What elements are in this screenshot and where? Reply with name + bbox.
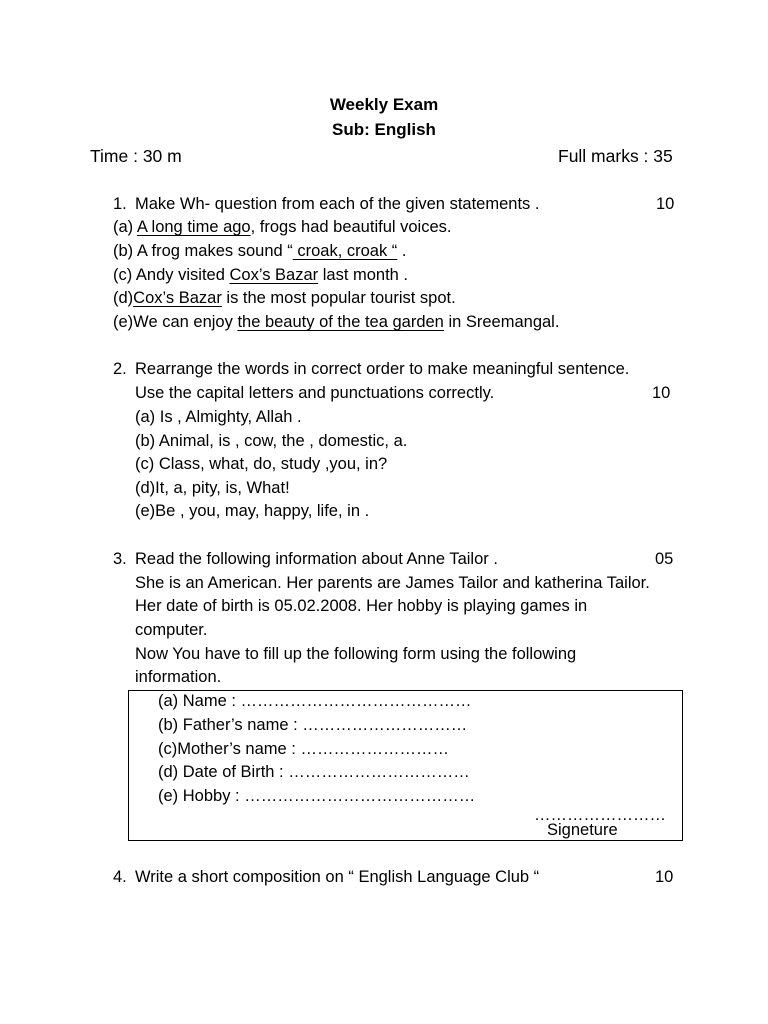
- item-text: , frogs had beautiful voices.: [250, 218, 452, 236]
- question-number: 2.: [113, 360, 127, 378]
- signature-dots: ……………………: [534, 806, 666, 824]
- item-label: (c): [135, 455, 155, 473]
- form-field-text: Name : ……………………………………: [178, 692, 472, 710]
- passage-line: Her date of birth is 05.02.2008. Her hobby is playing games in: [135, 597, 588, 615]
- question-marks: 10: [652, 384, 671, 402]
- list-item: [135, 408, 302, 427]
- passage-line: information.: [135, 668, 222, 686]
- question-number: 1.: [113, 195, 127, 213]
- item-label: (d): [158, 763, 179, 781]
- item-label: (b): [158, 716, 179, 734]
- list-item: [135, 479, 290, 498]
- passage-line: Now You have to fill up the following form using the following: [135, 645, 577, 663]
- question-number: 3.: [113, 550, 127, 568]
- list-item: [135, 432, 407, 451]
- item-label: (e): [113, 313, 134, 331]
- item-label: (c): [113, 266, 133, 284]
- exam-title: Weekly Exam: [329, 95, 439, 114]
- list-item: [135, 502, 369, 521]
- question-prompt: Rearrange the words in correct order to make meaningful sentence.: [135, 360, 630, 378]
- item-label: (a): [158, 692, 179, 710]
- list-item: [113, 313, 559, 332]
- form-field: [158, 763, 470, 782]
- item-text: .: [397, 242, 407, 260]
- form-field: [158, 740, 449, 759]
- list-item: [113, 242, 406, 261]
- item-label: (a): [113, 218, 134, 236]
- underlined-phrase: A long time ago: [136, 218, 251, 236]
- item-text: Class, what, do, study ,you, in?: [154, 455, 388, 473]
- list-item: [135, 455, 387, 474]
- signature-label: Signeture: [547, 821, 618, 839]
- passage-line: computer.: [135, 621, 208, 639]
- form-field: [158, 692, 472, 711]
- question-number: 4.: [113, 868, 127, 886]
- form-field-text: Date of Birth : ……………………………: [178, 763, 470, 781]
- list-item: [113, 289, 456, 308]
- question-marks: 10: [656, 195, 675, 213]
- underlined-phrase: croak, croak “: [292, 242, 398, 260]
- item-label: (b): [135, 432, 156, 450]
- question-prompt: Write a short composition on “ English Language Club “: [135, 868, 540, 886]
- item-text: Animal, is , cow, the , domestic, a.: [155, 432, 408, 450]
- item-label: (d): [135, 479, 156, 497]
- item-text: It, a, pity, is, What!: [155, 479, 290, 497]
- item-text: last month .: [318, 266, 409, 284]
- exam-time: Time : 30 m: [90, 146, 182, 166]
- item-text: Is , Almighty, Allah .: [155, 408, 302, 426]
- exam-full-marks: Full marks : 35: [558, 146, 673, 166]
- passage-line: She is an American. Her parents are James Tailor and katherina Tailor.: [135, 574, 650, 592]
- underlined-phrase: Cox’s Bazar: [229, 266, 319, 284]
- item-label: (b): [113, 242, 134, 260]
- question-prompt: Use the capital letters and punctuations correctly.: [135, 384, 495, 402]
- list-item: [113, 266, 408, 285]
- item-text: A frog makes sound “: [133, 242, 293, 260]
- form-field: [158, 716, 467, 735]
- question-marks: 05: [655, 550, 674, 568]
- form-field-text: Hobby : ……………………………………: [178, 787, 476, 805]
- form-field-text: Father’s name : …………………………: [178, 716, 468, 734]
- underlined-phrase: Cox’s Bazar: [133, 289, 222, 307]
- question-prompt: Make Wh- question from each of the given statements .: [135, 195, 540, 213]
- question-marks: 10: [655, 868, 674, 886]
- item-label: (d): [113, 289, 134, 307]
- exam-subject: Sub: English: [332, 120, 436, 139]
- item-text: is the most popular tourist spot.: [221, 289, 456, 307]
- item-text: Be , you, may, happy, life, in .: [155, 502, 370, 520]
- item-label: (e): [158, 787, 179, 805]
- item-text: Andy visited: [132, 266, 230, 284]
- form-field-text: Mother’s name : ………………………: [177, 740, 449, 758]
- item-label: (c): [158, 740, 178, 758]
- item-label: (a): [135, 408, 156, 426]
- item-label: (e): [135, 502, 156, 520]
- underlined-phrase: the beauty of the tea garden: [237, 313, 444, 331]
- question-prompt: Read the following information about Anne Tailor .: [135, 550, 498, 568]
- list-item: [113, 218, 451, 237]
- item-text: We can enjoy: [133, 313, 238, 331]
- item-text: in Sreemangal.: [443, 313, 560, 331]
- form-field: [158, 787, 475, 806]
